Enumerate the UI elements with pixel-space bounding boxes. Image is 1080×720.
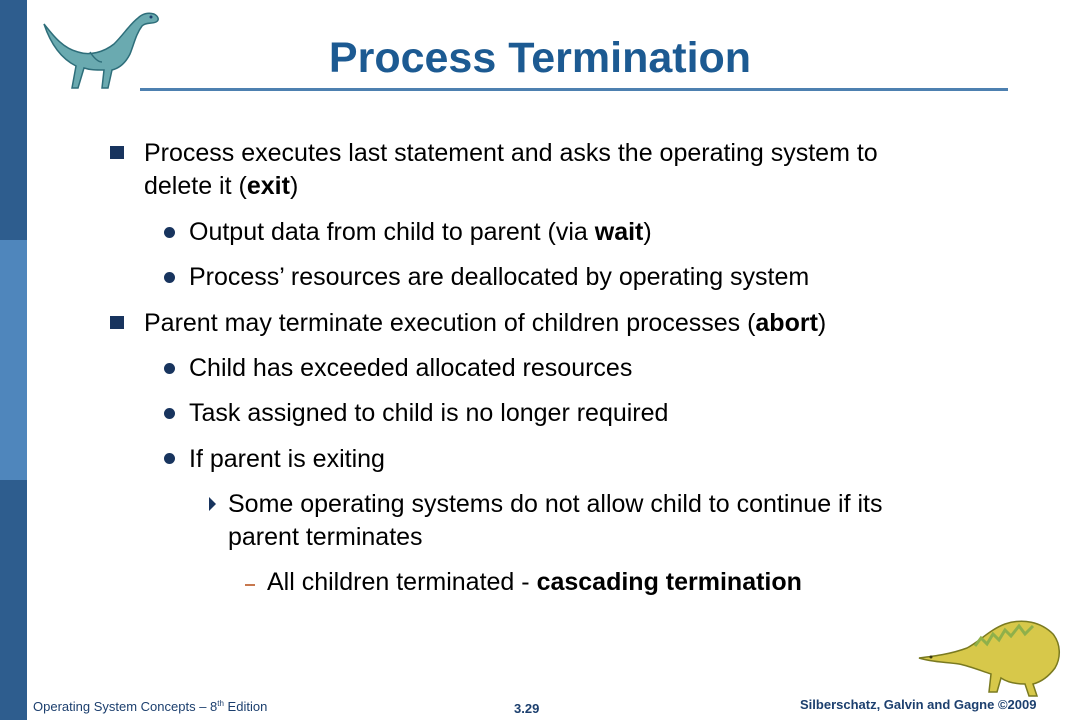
dinosaur-logo-icon xyxy=(915,612,1065,698)
bullet-text: If parent is exiting xyxy=(189,445,385,473)
round-bullet-icon xyxy=(164,363,175,374)
keyword-abort: abort xyxy=(755,309,818,337)
dinosaur-logo-icon xyxy=(38,4,166,90)
sidebar-stripe xyxy=(0,0,27,720)
footer-book-title: Operating System Concepts – 8th Edition xyxy=(33,699,268,714)
bullet-text: Some operating systems do not allow child to continue if its xyxy=(228,490,883,518)
arrow-bullet-icon xyxy=(209,497,216,511)
sidebar-segment xyxy=(0,480,27,720)
keyword-cascading-termination: cascading termination xyxy=(536,568,802,596)
round-bullet-icon xyxy=(164,227,175,238)
bullet-text: Parent may terminate execution of children processes (abort) xyxy=(144,309,827,337)
slide-number: 3.29 xyxy=(514,701,540,716)
bullet-text-continued: parent terminates xyxy=(228,523,423,551)
bullet-text: Child has exceeded allocated resources xyxy=(189,354,633,382)
round-bullet-icon xyxy=(164,453,175,464)
bullet-text: Process’ resources are deallocated by operating system xyxy=(189,263,810,291)
keyword-exit: exit xyxy=(246,172,290,200)
sidebar-segment xyxy=(0,0,27,240)
bullet-text-continued: delete it (exit) xyxy=(144,172,299,200)
bullet-text: Output data from child to parent (via wait) xyxy=(189,218,652,246)
bullet-text: Process executes last statement and asks the operating system to xyxy=(144,139,878,167)
bullet-text: Task assigned to child is no longer required xyxy=(189,399,669,427)
sidebar-segment xyxy=(0,240,27,480)
dash-bullet-icon xyxy=(245,584,255,586)
slide-title: Process Termination xyxy=(328,34,752,82)
title-divider xyxy=(140,88,1008,91)
round-bullet-icon xyxy=(164,408,175,419)
square-bullet-icon xyxy=(110,316,124,329)
round-bullet-icon xyxy=(164,272,175,283)
footer-authors: Silberschatz, Galvin and Gagne ©2009 xyxy=(800,697,1037,712)
square-bullet-icon xyxy=(110,146,124,159)
bullet-text: All children terminated - cascading termination xyxy=(267,568,802,596)
keyword-wait: wait xyxy=(594,218,644,246)
